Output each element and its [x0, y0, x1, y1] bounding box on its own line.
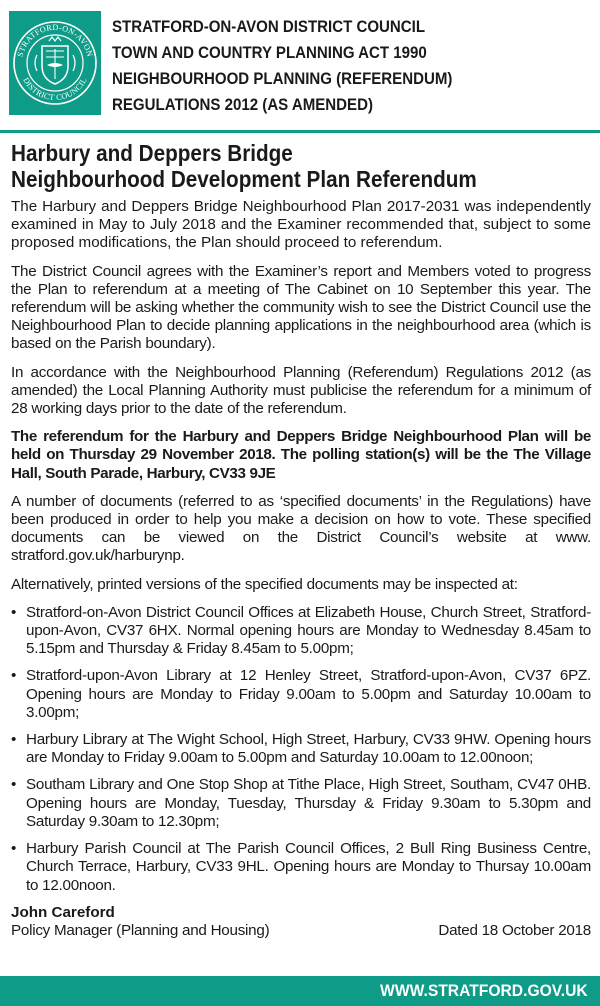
list-item: [11, 604, 591, 659]
bullet-icon: •: [11, 667, 17, 685]
header-divider: [0, 130, 600, 133]
list-item: [11, 840, 591, 895]
inspection-locations-list: [11, 604, 591, 895]
notice-title: [11, 140, 587, 192]
header-regulation-1: NEIGHBOURHOOD PLANNING (REFERENDUM): [112, 70, 453, 88]
header-regulation-2: REGULATIONS 2012 (AS AMENDED): [112, 96, 373, 114]
title-line-1: Harbury and Deppers Bridge: [11, 140, 293, 166]
paragraph-referendum-date: The referendum for the Harbury and Deppers Bridge Neighbourhood Plan will be held on Thursday 29 November 2018. The polling station(s) will be the The Village Hall, South Parade, Harbury, CV33 9JE: [11, 428, 591, 482]
notice-header: [0, 0, 600, 130]
location-text: Southam Library and One Stop Shop at Tithe Place, High Street, Southam, CV47 0HB. Opening hours are Monday, Tuesday, Thursday & Friday 9.30am to 5.30pm and Saturday 9.30am to 12.30pm;: [26, 776, 591, 830]
paragraph-alternatively: Alternatively, printed versions of the specified documents may be inspected at:: [11, 575, 518, 593]
location-text: Stratford-upon-Avon Library at 12 Henley Street, Stratford-upon-Avon, CV37 6PZ. Opening hours are Monday to Friday 9.00am to 5.00pm and Saturday 10.00am to 3.00pm;: [26, 667, 591, 721]
logo-text-top: STRATFORD-ON-AVON: [15, 22, 95, 58]
location-text: Harbury Library at The Wight School, High Street, Harbury, CV33 9HW. Opening hours are Monday to Friday 9.00am to 5.00pm and Saturday 10.00am to 12.00noon;: [26, 731, 591, 767]
signature-row: [11, 922, 591, 940]
logo-text-bottom: DISTRICT COUNCIL: [21, 76, 89, 103]
signatory-role: Policy Manager (Planning and Housing): [11, 921, 270, 939]
website-link[interactable]: WWW.STRATFORD.GOV.UK: [380, 981, 588, 1000]
list-item: [11, 731, 591, 767]
list-item: [11, 667, 591, 722]
header-act: TOWN AND COUNTRY PLANNING ACT 1990: [112, 44, 427, 62]
location-text: Stratford-on-Avon District Council Offices at Elizabeth House, Church Street, Stratford-upon-Avon, CV37 6HX. Normal opening hours are Monday to Wednesday 8.45am to 5.15pm and Thursday & Friday 8.45am to 5.00pm;: [26, 603, 591, 658]
title-line-2: Neighbourhood Development Plan Referendum: [11, 166, 477, 192]
footer-bar: [0, 976, 600, 1006]
header-council-name: STRATFORD-ON-AVON DISTRICT COUNCIL: [112, 18, 426, 36]
bullet-icon: •: [11, 603, 17, 621]
bullet-icon: •: [11, 840, 17, 858]
list-item: [11, 776, 591, 831]
paragraph-council-agreement: The District Council agrees with the Examiner’s report and Members voted to progress the Plan to referendum at a meeting of The Cabinet on 10 September this year. The referendum will be asking whether the community wish to see the District Council use the Neighbourhood Plan to decide planning applications in the neighbourhood area (which is based on the Parish boundary).: [11, 262, 591, 353]
paragraph-documents: A number of documents (referred to as ‘specified documents’ in the Regulations) have been produced in order to help you make a decision on how to vote. These specified documents can be viewed on the District Council’s website at www. stratford.gov.uk/harburynp.: [11, 492, 591, 565]
signatory-name: John Careford: [11, 903, 115, 921]
location-text: Harbury Parish Council at The Parish Council Offices, 2 Bull Ring Business Centre, Church Terrace, Harbury, CV33 9HL. Opening hours are Monday to Thursay 10.00am to 12.00noon.: [26, 840, 591, 894]
bullet-icon: •: [11, 776, 17, 794]
bullet-icon: •: [11, 731, 17, 749]
notice-body: [11, 140, 591, 940]
header-lines: [112, 14, 592, 118]
notice-date: Dated 18 October 2018: [438, 921, 591, 939]
council-crest-logo: [9, 11, 101, 115]
paragraph-examination: The Harbury and Deppers Bridge Neighbourhood Plan 2017-2031 was independently examined in May to July 2018 and the Examiner recommended that, subject to some proposed modifications, the Plan should proceed to referendum.: [11, 198, 591, 252]
paragraph-regulations: In accordance with the Neighbourhood Planning (Referendum) Regulations 2012 (as amended) the Local Planning Authority must publicise the referendum for a minimum of 28 working days prior to the date of the referendum.: [11, 363, 591, 418]
